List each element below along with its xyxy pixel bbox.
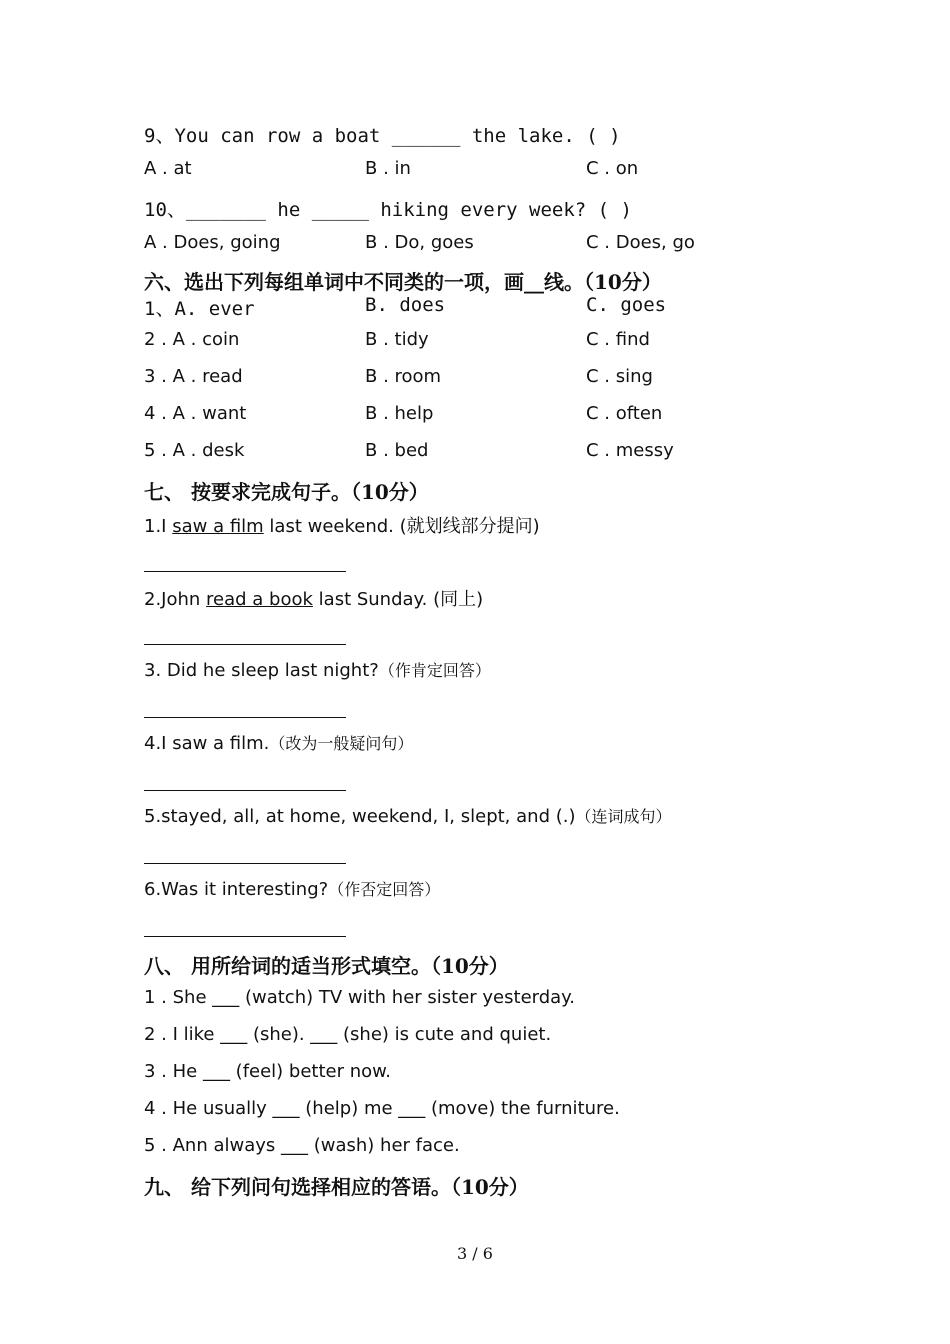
s7-q2-answer-line (144, 644, 346, 645)
s7-q6-answer-line (144, 936, 346, 937)
s6-item5-b: B . bed (365, 440, 429, 461)
s6-item1-b: B. does (365, 294, 446, 316)
s7-q1-post: last weekend. (就划线部分提问) (263, 516, 540, 537)
section6-heading: 六、选出下列每组单词中不同类的一项，画__线。（10分） (144, 270, 662, 294)
q9-option-b: B . in (365, 158, 411, 179)
s7-q6 (144, 877, 440, 900)
q9-option-c: C . on (586, 158, 639, 179)
s7-q3-note: （作肯定回答） (378, 661, 491, 680)
s7-q1-answer-line (144, 571, 346, 572)
s6-item2-b: B . tidy (365, 329, 429, 350)
s7-q2-underlined: read a book (206, 589, 313, 610)
q10-stem: 10、_______ he _____ hiking every week? ( ) (144, 199, 632, 221)
s8-item4: 4 . He usually ___ (help) me ___ (move) the furniture. (144, 1098, 620, 1119)
s6-item1-a: 1、A. ever (144, 298, 255, 320)
s6-item3-b: B . room (365, 366, 442, 387)
s6-item2-a: 2 . A . coin (144, 329, 240, 350)
s7-q6-text: 6.Was it interesting? (144, 879, 329, 900)
s7-q1-pre: 1.I (144, 516, 173, 537)
q9-option-a: A . at (144, 158, 192, 179)
s7-q3 (144, 658, 491, 681)
s8-item2: 2 . I like ___ (she). ___ (she) is cute and quiet. (144, 1024, 552, 1045)
s7-q5 (144, 804, 672, 827)
s7-q1-underlined: saw a film (172, 516, 264, 537)
s7-q4-text: 4.I saw a film. (144, 733, 270, 754)
section7-heading: 七、 按要求完成句子。（10分） (144, 480, 429, 504)
s7-q4 (144, 731, 413, 754)
s7-q5-note: （连词成句） (575, 807, 672, 826)
s7-q4-answer-line (144, 790, 346, 791)
s8-item1: 1 . She ___ (watch) TV with her sister yesterday. (144, 987, 575, 1008)
s7-q6-note: （作否定回答） (328, 880, 441, 899)
s7-q1 (144, 512, 540, 538)
section8-heading: 八、 用所给词的适当形式填空。（10分） (144, 954, 509, 978)
q10-option-a: A . Does, going (144, 232, 281, 253)
q9-stem: 9、You can row a boat ______ the lake. ( ) (144, 125, 621, 147)
s7-q3-answer-line (144, 717, 346, 718)
s8-item5: 5 . Ann always ___ (wash) her face. (144, 1135, 460, 1156)
q10-option-c: C . Does, go (586, 232, 695, 253)
s7-q2 (144, 585, 483, 611)
s6-item4-c: C . often (586, 403, 663, 424)
page-number: 3 / 6 (457, 1244, 493, 1263)
s7-q3-text: 3. Did he sleep last night? (144, 660, 379, 681)
s6-item2-c: C . find (586, 329, 650, 350)
s6-item3-a: 3 . A . read (144, 366, 243, 387)
s6-item4-b: B . help (365, 403, 434, 424)
s7-q4-note: （改为一般疑问句） (269, 734, 414, 753)
s7-q5-text: 5.stayed, all, at home, weekend, I, slept, and (.) (144, 806, 576, 827)
s7-q2-pre: 2.John (144, 589, 207, 610)
q10-option-b: B . Do, goes (365, 232, 474, 253)
s8-item3: 3 . He ___ (feel) better now. (144, 1061, 391, 1082)
s6-item5-a: 5 . A . desk (144, 440, 245, 461)
s7-q5-answer-line (144, 863, 346, 864)
s7-q2-post: last Sunday. (同上) (312, 589, 484, 610)
s6-item3-c: C . sing (586, 366, 653, 387)
s6-item1-c: C. goes (586, 294, 667, 316)
s6-item5-c: C . messy (586, 440, 674, 461)
s6-item4-a: 4 . A . want (144, 403, 247, 424)
section9-heading: 九、 给下列问句选择相应的答语。（10分） (144, 1175, 529, 1199)
